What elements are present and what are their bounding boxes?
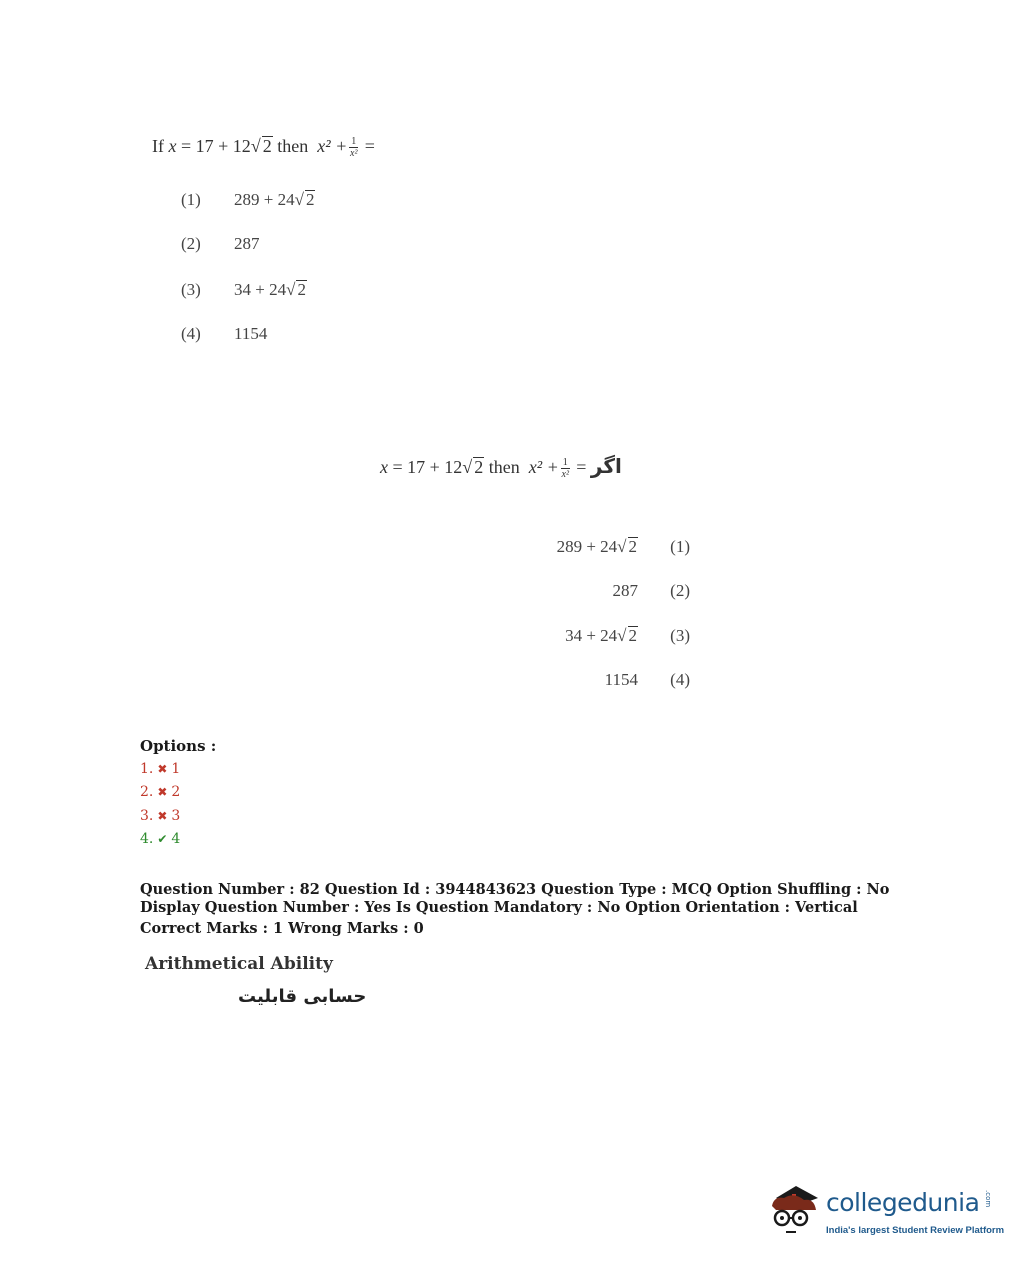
option-number: (4) [670,670,690,689]
mascot-icon [766,1176,824,1246]
option-number: (4) [181,324,201,343]
option-number: (3) [670,626,690,645]
question-urdu: x = 17 + 12√ 2 then x² + $\frac{1}{\text{x²}}$ = اگر [380,454,622,481]
option-urdu-1 [540,537,690,559]
sqrt-argument: 2 [262,136,272,156]
option-urdu-4 [540,670,690,692]
answer-option-4 [140,831,180,847]
logo-tagline: India's largest Student Review Platform [826,1225,1005,1236]
option-value: 34 + 24√ 2 [234,280,306,299]
then-word: then [277,136,309,156]
option-value: 287 [234,234,260,253]
section-title-english: Arithmetical Ability [145,954,333,974]
fraction [561,457,570,480]
fraction-denominator: x² [350,148,358,160]
then-word: then [488,457,520,477]
collegedunia-logo [766,1176,1005,1246]
expression-part: x² + [528,457,559,477]
option-number: (3) [181,280,201,299]
equals-sign: = [364,136,375,156]
option-index: 4. [140,831,154,847]
question-english: If x = 17 + 12√ 2 then x² + $\frac{1}{\text{x²}}$ = [152,136,375,160]
sqrt-argument: 2 [474,457,484,477]
option-value: 289 + 24√ 2 [556,537,637,556]
equals-sign: = [181,136,192,156]
option-value: 3 [171,808,181,824]
option-value: 34 + 24√ 2 [565,626,637,645]
option-value: 1154 [604,670,638,689]
answer-option-2 [140,784,180,800]
option-value: 289 + 24√ 2 [234,190,315,209]
option-value: 287 [612,581,638,600]
cross-icon: ✖ [157,762,168,776]
cross-icon: ✖ [157,809,168,823]
option-value: 4 [171,831,181,847]
cross-icon: ✖ [157,785,168,799]
answer-option-1 [140,761,180,777]
option-number: (1) [181,190,201,209]
question-variable: x [380,457,388,477]
option-index: 3. [140,808,154,824]
option-index: 2. [140,784,154,800]
option-urdu-2 [540,581,690,603]
option-value: 1 [171,761,181,777]
logo-wordmark: collegedunia [826,1188,980,1217]
fraction-denominator: x² [561,469,569,481]
equals-sign: = [576,457,587,477]
answer-option-3 [140,808,180,824]
options-label: Options : [140,737,217,755]
option-number: (2) [181,234,201,253]
question-prefix: If [152,136,164,156]
option-urdu-3 [540,626,690,648]
expression-part: 17 + 12 [407,457,463,477]
expression-part: x² + [317,136,348,156]
fraction-numerator: 1 [351,136,357,148]
expression-part: 17 + 12 [195,136,251,156]
question-meta: Question Number : 82 Question Id : 3944843623 Question Type : MCQ Option Shuffling : No Display Question Number : Yes Is Question Mandatory : No Option Orientation : Vertical [140,881,890,916]
section-title-urdu: حسابی قابلیت [238,986,367,1007]
urdu-if-word: اگر [590,454,622,478]
fraction [349,136,358,159]
logo-dotcom: .com [984,1190,992,1208]
option-number: (1) [670,537,690,556]
check-icon: ✔ [157,832,168,846]
question-variable: x [168,136,177,156]
option-index: 1. [140,761,154,777]
option-value: 2 [171,784,181,800]
fraction-numerator: 1 [562,457,568,469]
marks-meta: Correct Marks : 1 Wrong Marks : 0 [140,920,424,937]
option-value: 1154 [234,324,268,343]
option-number: (2) [670,581,690,600]
equals-sign: = [392,457,403,477]
